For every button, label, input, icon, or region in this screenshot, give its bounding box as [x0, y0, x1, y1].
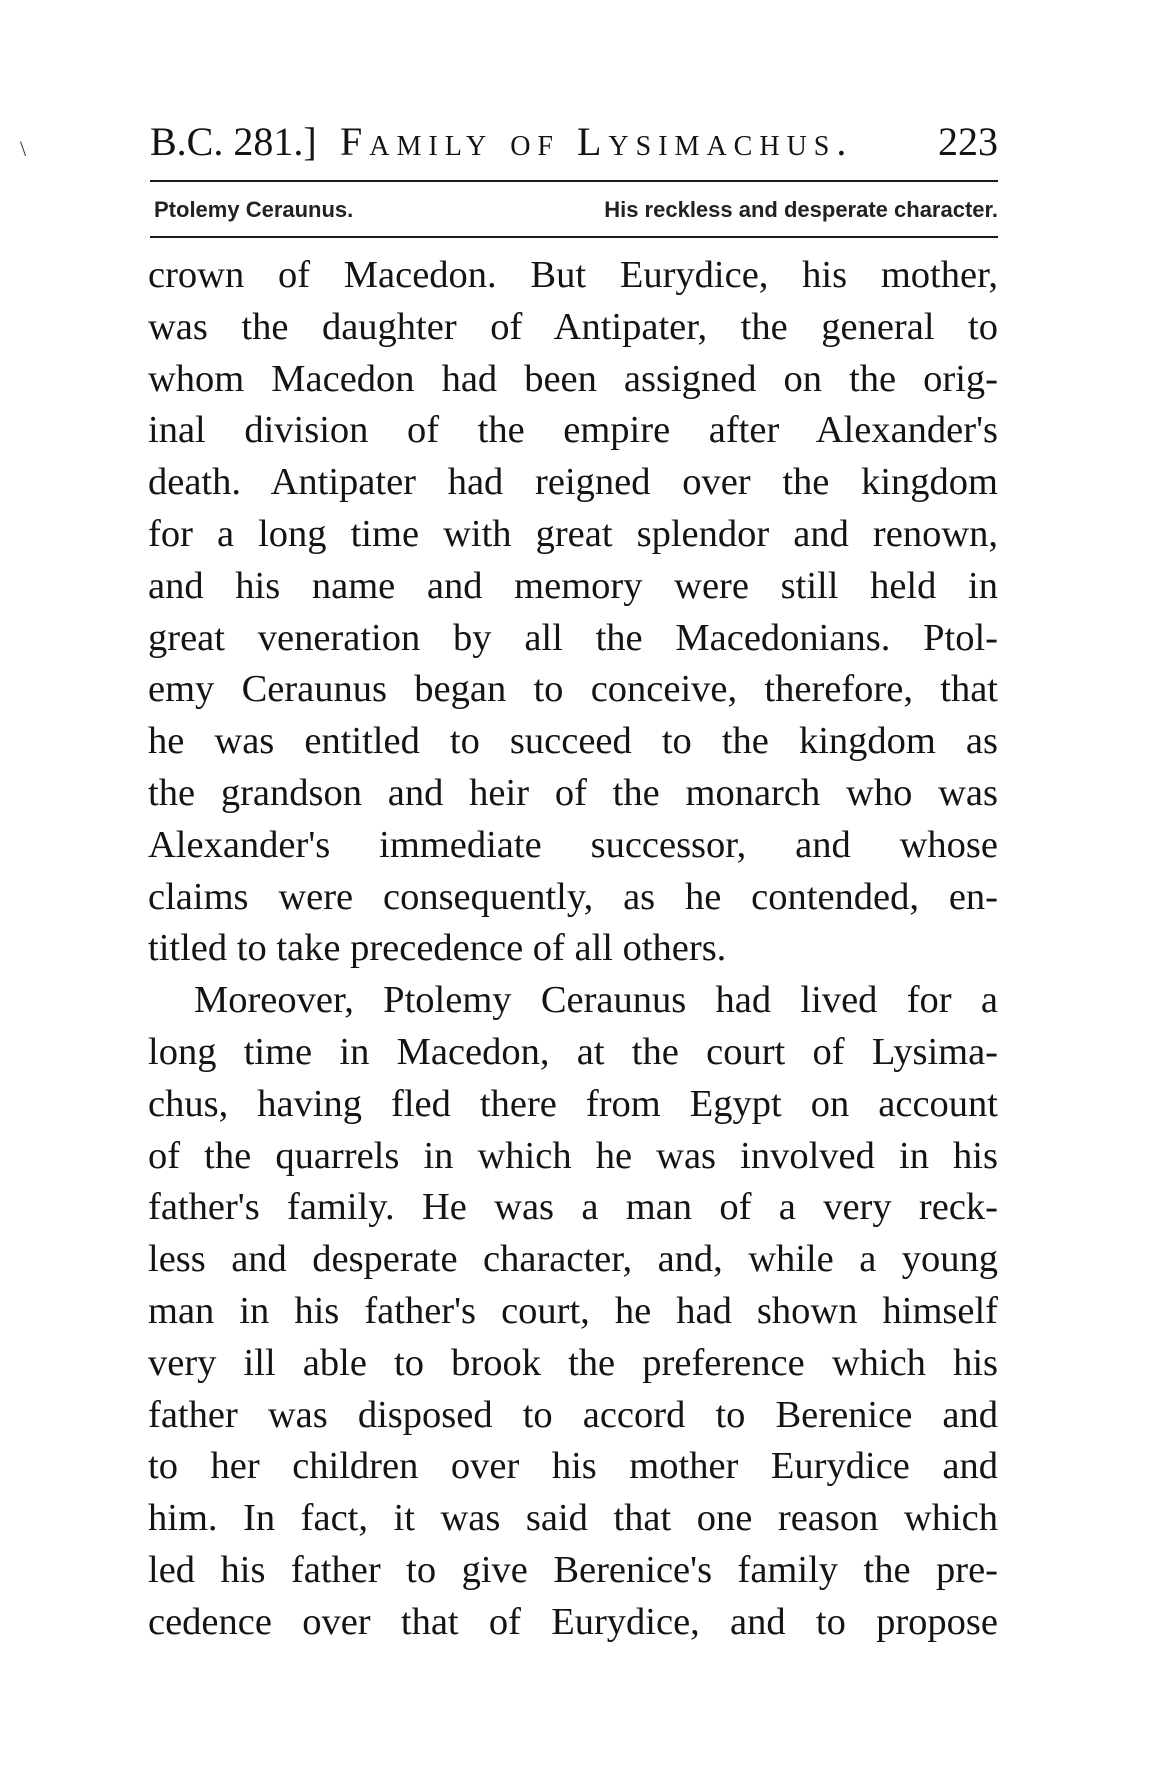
text-line: father's family. He was a man of a very reck- — [148, 1186, 998, 1229]
text-line: great veneration by all the Macedonians. Ptol- — [148, 616, 998, 659]
text-line: inal division of the empire after Alexander's — [148, 409, 998, 452]
text-line: emy Ceraunus began to conceive, therefore, that — [148, 668, 998, 711]
subhead-left: Ptolemy Ceraunus. — [154, 197, 354, 222]
text-line: titled to take precedence of all others. — [148, 927, 727, 970]
text-line: very ill able to brook the preference which his — [148, 1341, 998, 1384]
running-head-title: Family of Lysimachus. — [340, 119, 854, 164]
stray-mark: \ — [20, 136, 27, 161]
text-line: Moreover, Ptolemy Ceraunus had lived for a — [194, 979, 998, 1022]
text-line: cedence over that of Eurydice, and to propose — [148, 1600, 998, 1643]
header-rule-bottom — [150, 236, 998, 238]
body-text — [148, 250, 998, 1649]
text-line: to her children over his mother Eurydice and — [148, 1445, 998, 1488]
text-line: was the daughter of Antipater, the general to — [148, 305, 998, 348]
marginal-subheads — [150, 192, 998, 228]
header-rule-top — [150, 180, 998, 182]
text-line: death. Antipater had reigned over the kingdom — [148, 461, 998, 504]
text-line: him. In fact, it was said that one reason which — [148, 1497, 998, 1540]
text-line: and his name and memory were still held in — [148, 564, 998, 607]
text-line: long time in Macedon, at the court of Lysima- — [148, 1030, 998, 1073]
text-line: crown of Macedon. But Eurydice, his mother, — [148, 254, 998, 296]
text-line: led his father to give Berenice's family the pre- — [148, 1548, 998, 1591]
page-number: 223 — [938, 119, 998, 164]
text-line: father was disposed to accord to Berenice and — [148, 1393, 998, 1436]
text-line: less and desperate character, and, while a young — [148, 1238, 998, 1281]
running-head-date: B.C. 281.] — [150, 119, 317, 164]
text-line: for a long time with great splendor and renown, — [148, 512, 998, 555]
text-line: claims were consequently, as he contended, en- — [148, 875, 998, 918]
text-line: he was entitled to succeed to the kingdom as — [148, 720, 998, 763]
running-head — [150, 114, 998, 170]
text-line: man in his father's court, he had shown himself — [148, 1289, 998, 1332]
text-line: whom Macedon had been assigned on the orig- — [148, 357, 998, 400]
subhead-right: His reckless and desperate character. — [604, 197, 998, 222]
text-line: Alexander's immediate successor, and whose — [148, 823, 998, 866]
text-line: chus, having fled there from Egypt on account — [148, 1082, 998, 1125]
text-line: the grandson and heir of the monarch who was — [148, 771, 998, 814]
text-line: of the quarrels in which he was involved in his — [148, 1134, 998, 1177]
